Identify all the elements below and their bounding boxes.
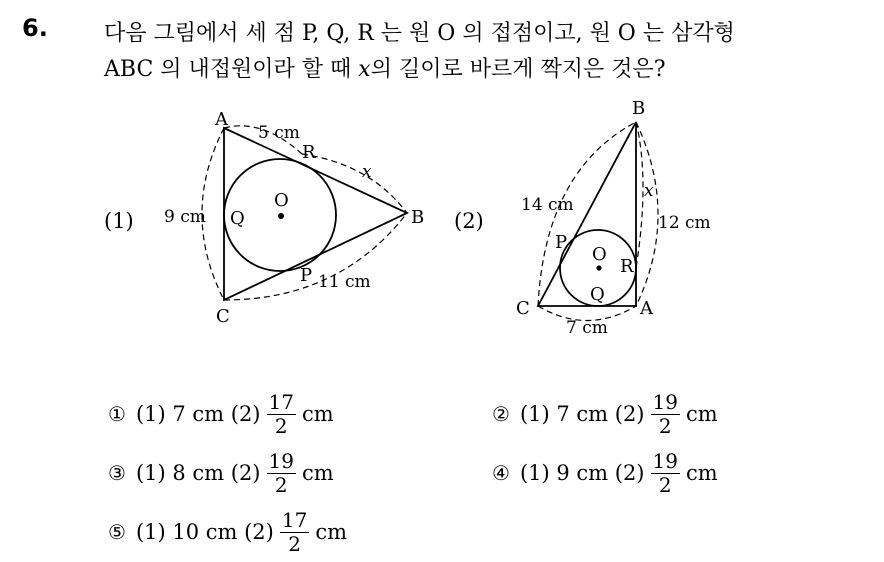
- fraction-denominator: 2: [658, 472, 672, 497]
- length-pb: 11 cm: [318, 272, 371, 292]
- fraction-denominator: 2: [658, 413, 672, 438]
- fraction-numerator: 17: [268, 389, 294, 414]
- fraction-numerator: 19: [268, 448, 294, 473]
- figure-1: [104, 109, 424, 327]
- center-dot-1: [278, 213, 284, 219]
- fraction: [267, 448, 296, 497]
- fraction-denominator: 2: [274, 472, 288, 497]
- dashed-arc-ab-2: [636, 122, 658, 306]
- choice-4[interactable]: [492, 443, 718, 503]
- length-cb-2: 14 cm: [521, 195, 574, 215]
- choice-unit: cm: [685, 461, 718, 485]
- question-text-line2-start: ABC 의 내접원이라 할 때: [104, 57, 359, 82]
- tag-2: (2): [454, 209, 484, 233]
- choice-symbol: ①: [108, 402, 126, 426]
- choice-symbol: ②: [492, 402, 510, 426]
- label-o-1: O: [274, 190, 289, 211]
- center-dot-2: [596, 265, 601, 270]
- dashed-arc-rb: [302, 154, 407, 213]
- choice-part1: (1) 7 cm (2): [135, 402, 261, 426]
- fraction-numerator: 17: [281, 507, 308, 532]
- choice-3[interactable]: [108, 443, 334, 503]
- choice-symbol: ③: [108, 461, 126, 485]
- fraction: [267, 389, 296, 438]
- label-b-2: B: [632, 98, 646, 119]
- length-rb-x: x: [362, 162, 372, 182]
- length-ac: 9 cm: [164, 207, 206, 227]
- label-b-1: B: [411, 207, 425, 228]
- fraction: [651, 448, 680, 497]
- figure-2: [454, 98, 711, 338]
- choice-unit: cm: [685, 402, 718, 426]
- choice-symbol: ⑤: [108, 520, 126, 544]
- label-r-1: R: [302, 142, 316, 163]
- label-q-1: Q: [230, 208, 245, 229]
- question-text-line1: 다음 그림에서 세 점 P, Q, R 는 원 O 의 접점이고, 원 O 는 삼각형: [104, 21, 735, 46]
- label-c-1: C: [216, 306, 230, 327]
- question-number: 6.: [22, 14, 48, 42]
- label-q-2: Q: [590, 284, 605, 305]
- fraction-numerator: 19: [652, 448, 678, 473]
- tag-1: (1): [104, 209, 134, 233]
- label-a-2: A: [640, 298, 653, 319]
- choice-part1: (1) 9 cm (2): [519, 461, 645, 485]
- choice-part1: (1) 8 cm (2): [135, 461, 261, 485]
- fraction-numerator: 19: [652, 389, 678, 414]
- choice-5[interactable]: [108, 502, 347, 562]
- length-ar: 5 cm: [258, 123, 300, 143]
- length-ca-2: 7 cm: [566, 318, 608, 338]
- length-rb-x-2: x: [644, 181, 654, 201]
- choice-part1: (1) 10 cm (2): [135, 520, 274, 544]
- choice-unit: cm: [301, 461, 334, 485]
- fraction: [280, 507, 309, 556]
- choice-unit: cm: [315, 520, 347, 544]
- fraction-denominator: 2: [288, 531, 301, 556]
- dashed-arc-rb-2: [636, 122, 643, 268]
- label-c-2: C: [516, 298, 530, 319]
- label-o-2: O: [592, 244, 607, 265]
- choice-symbol: ④: [492, 461, 510, 485]
- choice-2[interactable]: [492, 384, 718, 444]
- label-p-2: P: [555, 232, 568, 253]
- label-a-1: A: [215, 109, 228, 130]
- question-text-line2-end: 의 길이로 바르게 짝지은 것은?: [370, 57, 666, 82]
- label-r-2: R: [620, 256, 634, 277]
- choice-part1: (1) 7 cm (2): [519, 402, 645, 426]
- fraction: [651, 389, 680, 438]
- choice-unit: cm: [301, 402, 334, 426]
- variable-x: x: [358, 57, 371, 82]
- length-ab-2: 12 cm: [658, 213, 711, 233]
- label-p-1: P: [300, 265, 313, 286]
- choice-1[interactable]: [108, 384, 334, 444]
- fraction-denominator: 2: [274, 413, 288, 438]
